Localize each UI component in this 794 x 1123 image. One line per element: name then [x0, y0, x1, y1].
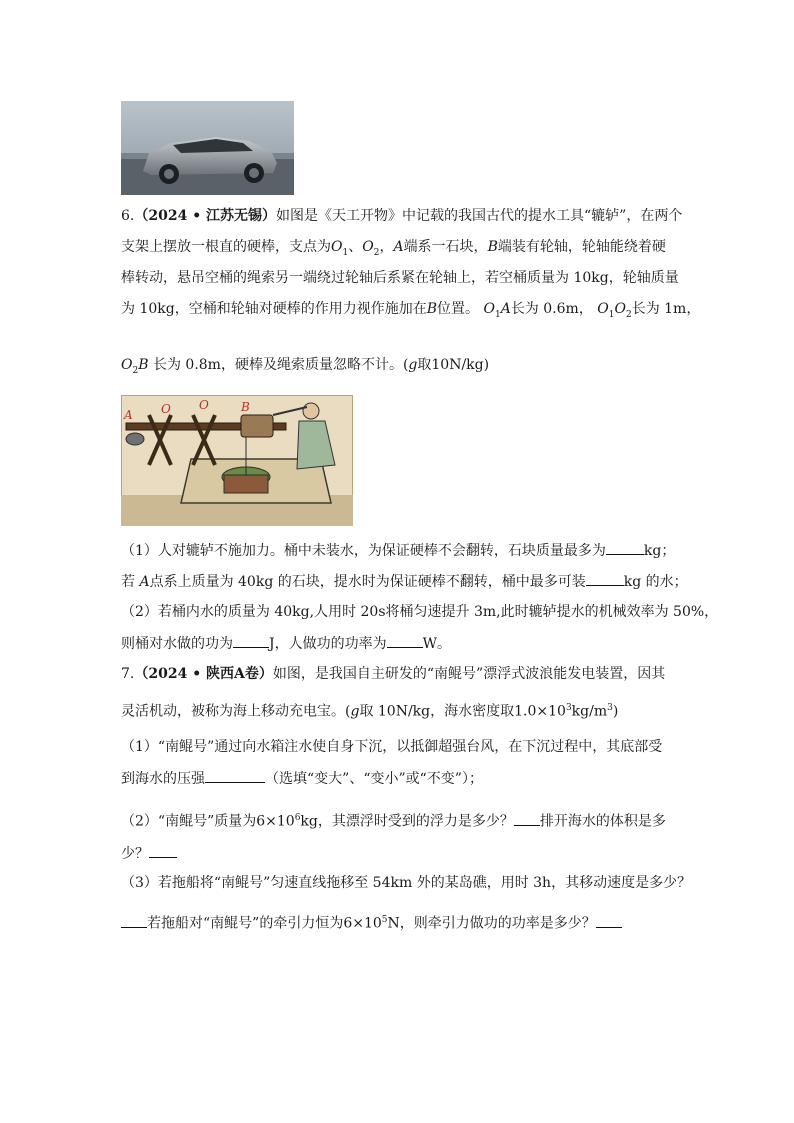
answer-blank[interactable] [233, 633, 269, 648]
q7-sub-2: （2）“南鲲号”质量为$6\times 10^6kg$，其漂浮时受到的浮力是多少？ 排开海水的体积是多 [121, 808, 666, 832]
answer-blank[interactable] [149, 843, 177, 858]
q7-sub-1: （1）“南鲲号”通过向水箱注水使自身下沉，以抵御超强台风，在下沉过程中，其底部受 [121, 739, 663, 755]
answer-blank[interactable] [514, 811, 540, 826]
q6-line-5: $O_2B$ 长为 0.8m，硬棒及绳索质量忽略不计。(g取10N/kg) [121, 357, 490, 376]
q6-sub-2b: 则桶对水做的功为 J，人做功的功率为 W。 [121, 633, 451, 654]
label-O1: O [161, 402, 171, 416]
q7-source: （2024 • 陕西A卷） [134, 666, 273, 682]
label-A: A [124, 408, 133, 422]
q7-sub-3: （3）若拖船将“南鲲号”匀速直线拖移至 54km 外的某岛礁，用时 3h，其移动速度是多少？ [121, 875, 692, 891]
answer-blank[interactable] [586, 571, 624, 586]
q6-line-3: 棒转动，悬吊空桶的绳索另一端绕过轮轴后系紧在轮轴上，若空桶质量为 10kg，轮轴质量 [121, 270, 679, 286]
label-O2: O [199, 398, 209, 412]
answer-blank[interactable] [606, 540, 644, 555]
q6-line-1: 6.（2024 • 江苏无锡）如图是《天工开物》中记载的我国古代的提水工具“辘轳”，在两个 [121, 208, 683, 224]
answer-blank[interactable] [121, 913, 147, 928]
q6-sub-1: （1）人对辘轳不施加力。桶中未装水，为保证硬棒不会翻转，石块质量最多为 kg； [121, 540, 675, 561]
answer-blank[interactable] [596, 913, 622, 928]
car-photo [121, 101, 294, 195]
q6-sub-1b: 若 A点系上质量为 40kg 的石块，提水时为保证硬棒不翻转，桶中最多可装 kg 的水； [121, 571, 688, 592]
q7-line-2: 灵活机动，被称为海上移动充电宝。(g取 10N/kg，海水密度取$1.0\times 10^3kg/m^3$) [121, 703, 619, 720]
q6-line-4: 为 10kg，空桶和轮轴对硬棒的作用力视作施加在B位置。 $O_1A$长为 0.6m， $O_1O_2$长为 1m， [121, 301, 701, 320]
q6-source: （2024 • 江苏无锡） [134, 208, 277, 224]
q6-line-2: 支架上摆放一根直的硬棒，支点为$O_1$、$O_2$，A端系一石块，B端装有轮轴，轮轴能绕着硬 [121, 239, 666, 258]
q7-sub-2b: 少？ [121, 843, 177, 864]
q6-sub-2: （2）若桶内水的质量为 40kg,人用时 20s将桶匀速提升 3m,此时辘轳提水的机械效率为 50%， [121, 604, 719, 620]
q7-sub-3b: 若拖船对“南鲲号”的牵引力恒为$6\times 10^5N$，则牵引力做功的功率是多少？ [121, 910, 622, 934]
q7-line-1: 7.（2024 • 陕西A卷）如图，是我国自主研发的“南鲲号”漂浮式波浪能发电装置，因其 [121, 666, 666, 682]
answer-blank[interactable] [387, 633, 423, 648]
answer-blank[interactable] [205, 768, 265, 783]
pulley-illustration [121, 395, 353, 526]
q7-sub-1b: 到海水的压强 （选填“变大”、“变小”或“不变”）； [121, 768, 483, 789]
label-B: B [241, 400, 250, 414]
